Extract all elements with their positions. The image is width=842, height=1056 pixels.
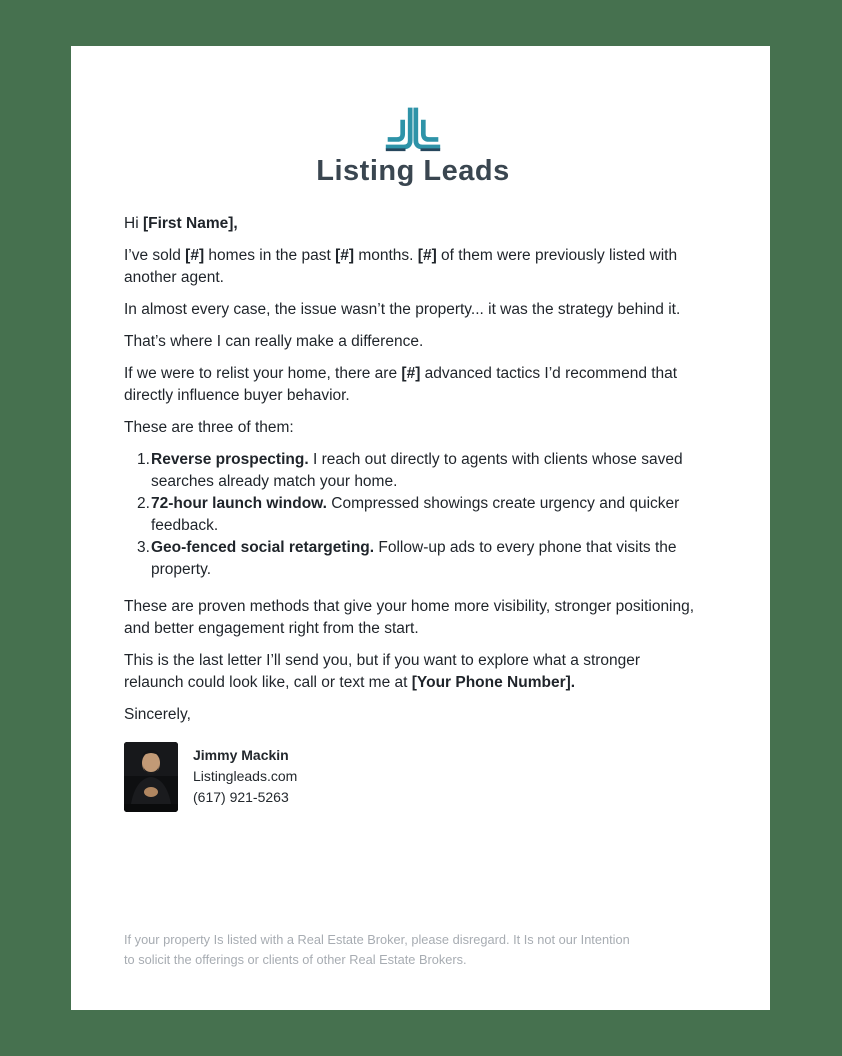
text-run: This is the last letter I’ll send you, but if you want to explore what a stronger relaunch could look like, call or text me at xyxy=(124,652,641,691)
broker-disclaimer: If your property Is listed with a Real Estate Broker, please disregard. It Is not our Intention to solicit the offerings or clients of other Real Estate Brokers. xyxy=(124,932,630,967)
signature-block xyxy=(124,742,702,812)
paragraph xyxy=(124,299,702,321)
tactic-text xyxy=(151,537,702,581)
signature-phone: (617) 921-5263 xyxy=(193,789,289,805)
tactic-item xyxy=(137,537,702,581)
paragraph xyxy=(124,704,702,726)
tactic-text xyxy=(151,449,702,493)
letter-page xyxy=(71,46,770,1010)
text-run: Hi xyxy=(124,215,143,232)
tactic-item xyxy=(137,449,702,493)
paragraph xyxy=(124,213,702,235)
bold-run: Reverse prospecting. xyxy=(151,451,309,468)
list-marker: 1. xyxy=(137,451,150,468)
text-run: If we were to relist your home, there are xyxy=(124,365,402,382)
bold-run: [Your Phone Number]. xyxy=(411,674,576,691)
tactics-list xyxy=(124,449,702,581)
text-run: Follow-up ads to every phone that visits the property. xyxy=(151,539,677,578)
bold-run: Geo-fenced social retargeting. xyxy=(151,539,375,556)
tactic-text xyxy=(151,493,702,537)
paragraph xyxy=(124,331,702,353)
list-marker: 3. xyxy=(137,539,150,556)
bold-run: 72-hour launch window. xyxy=(151,495,327,512)
text-run: I’ve sold xyxy=(124,247,186,264)
tactic-item xyxy=(137,493,702,537)
portrait-illustration xyxy=(124,742,178,812)
listing-leads-wordmark: Listing Leads xyxy=(316,155,510,187)
paragraph xyxy=(124,596,702,640)
signature-name: Jimmy Mackin xyxy=(193,747,289,763)
signature-photo xyxy=(124,742,178,812)
text-run: These are three of them: xyxy=(124,419,294,436)
text-run: homes in the past xyxy=(204,247,336,264)
text-run: These are proven methods that give your home more visibility, stronger positioning, and better engagement right from the start. xyxy=(124,598,695,637)
logo xyxy=(124,103,702,187)
text-run: Compressed showings create urgency and quicker feedback. xyxy=(151,495,680,534)
letter-content xyxy=(71,46,770,812)
signature-text xyxy=(193,742,297,808)
bold-run: [First Name], xyxy=(142,215,238,232)
paragraph xyxy=(124,245,702,289)
bold-run: [#] xyxy=(401,365,421,382)
letter-body xyxy=(124,213,702,726)
text-run: Sincerely, xyxy=(124,706,191,723)
list-marker: 2. xyxy=(137,495,150,512)
bold-run: [#] xyxy=(335,247,355,264)
text-run: months. xyxy=(354,247,418,264)
text-run: I reach out directly to agents with clients whose saved searches already match your home. xyxy=(151,451,683,490)
text-run: advanced tactics I’d recommend that directly influence buyer behavior. xyxy=(124,365,678,404)
signature-website: Listingleads.com xyxy=(193,768,298,784)
bold-run: [#] xyxy=(185,247,205,264)
paragraph xyxy=(124,417,702,439)
paragraph xyxy=(124,650,702,694)
text-run: That’s where I can really make a difference. xyxy=(124,333,424,350)
text-run: In almost every case, the issue wasn’t the property... it was the strategy behind it. xyxy=(124,301,681,318)
paragraph xyxy=(124,363,702,407)
listing-leads-logo-icon xyxy=(383,103,443,159)
bold-run: [#] xyxy=(417,247,437,264)
text-run: of them were previously listed with another agent. xyxy=(124,247,678,286)
